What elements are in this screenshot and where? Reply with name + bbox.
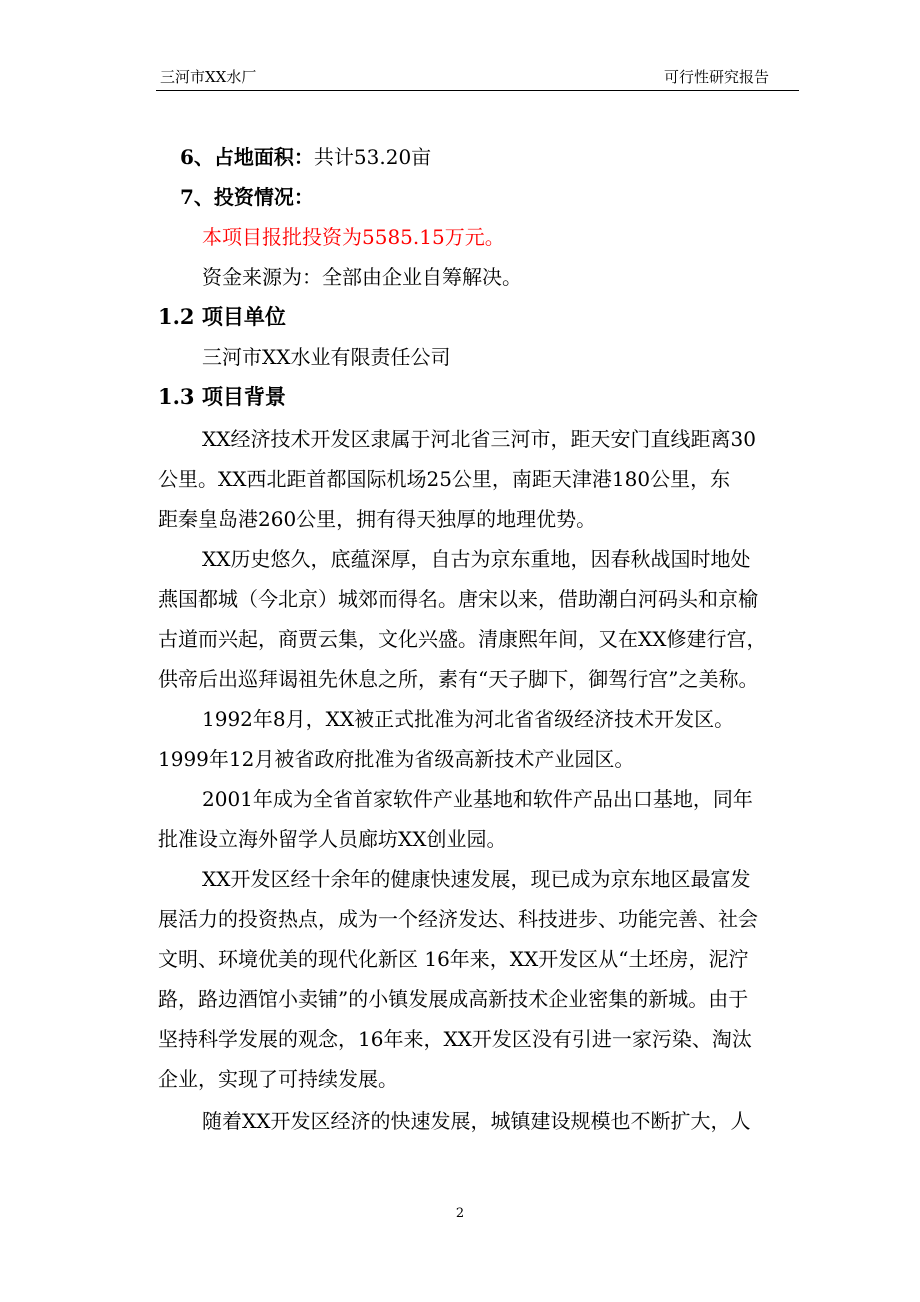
para5-line3: 文明、环境优美的现代化新区 16年来，XX开发区从“土坯房，泥泞 [158,947,749,971]
para2-line1: XX历史悠久，底蕴深厚，自古为京东重地，因春秋战国时地处 [202,547,751,571]
para1-line1: XX经济技术开发区隶属于河北省三河市，距天安门直线距离30 [202,427,756,451]
para2-line2: 燕国都城（今北京）城郊而得名。唐宋以来，借助潮白河码头和京榆 [158,587,758,611]
item-6-label: 6、占地面积： [180,145,314,169]
section-1-2-body: 三河市XX水业有限责任公司 [202,345,451,369]
section-1-2-title: 1.2 项目单位 [158,304,286,329]
para5-line6: 企业，实现了可持续发展。 [158,1067,398,1091]
para1-line2: 公里。XX西北距首都国际机场25公里，南距天津港180公里，东 [158,467,731,491]
para4-line1: 2001年成为全省首家软件产业基地和软件产品出口基地，同年 [202,787,753,811]
section-1-3-title: 1.3 项目背景 [158,384,286,409]
page-number: 2 [455,1206,465,1221]
investment-line: 本项目报批投资为5585.15万元。 [202,225,505,249]
header-right-title: 可行性研究报告 [663,68,769,86]
para5-line1: XX开发区经十余年的健康快速发展，现已成为京东地区最富发 [202,867,751,891]
para5-line5: 坚持科学发展的观念，16年来，XX开发区没有引进一家污染、淘汰 [158,1027,752,1051]
para2-line3: 古道而兴起，商贾云集，文化兴盛。清康熙年间，又在XX修建行宫， [158,627,767,651]
item-6-value: 共计53.20亩 [313,145,432,169]
para6-line1: 随着XX开发区经济的快速发展，城镇建设规模也不断扩大，人 [202,1109,751,1133]
item-6-area [180,143,431,171]
para2-line4: 供帝后出巡拜谒祖先休息之所，素有“天子脚下，御驾行宫”之美称。 [158,667,759,691]
item-7-label: 7、投资情况： [180,185,314,209]
para5-line2: 展活力的投资热点，成为一个经济发达、科技进步、功能完善、社会 [158,907,758,931]
para3-line1: 1992年8月，XX被正式批准为河北省省级经济技术开发区。 [202,707,735,731]
header-left-title: 三河市XX水厂 [160,68,257,86]
para4-line2: 批准设立海外留学人员廊坊XX创业园。 [158,827,507,851]
para5-line4: 路，路边酒馆小卖铺”的小镇发展成高新技术企业密集的新城。由于 [158,987,749,1011]
fund-source-line: 资金来源为：全部由企业自筹解决。 [202,265,522,289]
para1-line3: 距秦皇岛港260公里，拥有得天独厚的地理优势。 [158,507,597,531]
para3-line2: 1999年12月被省政府批准为省级高新技术产业园区。 [158,747,635,771]
page-header [156,64,799,91]
